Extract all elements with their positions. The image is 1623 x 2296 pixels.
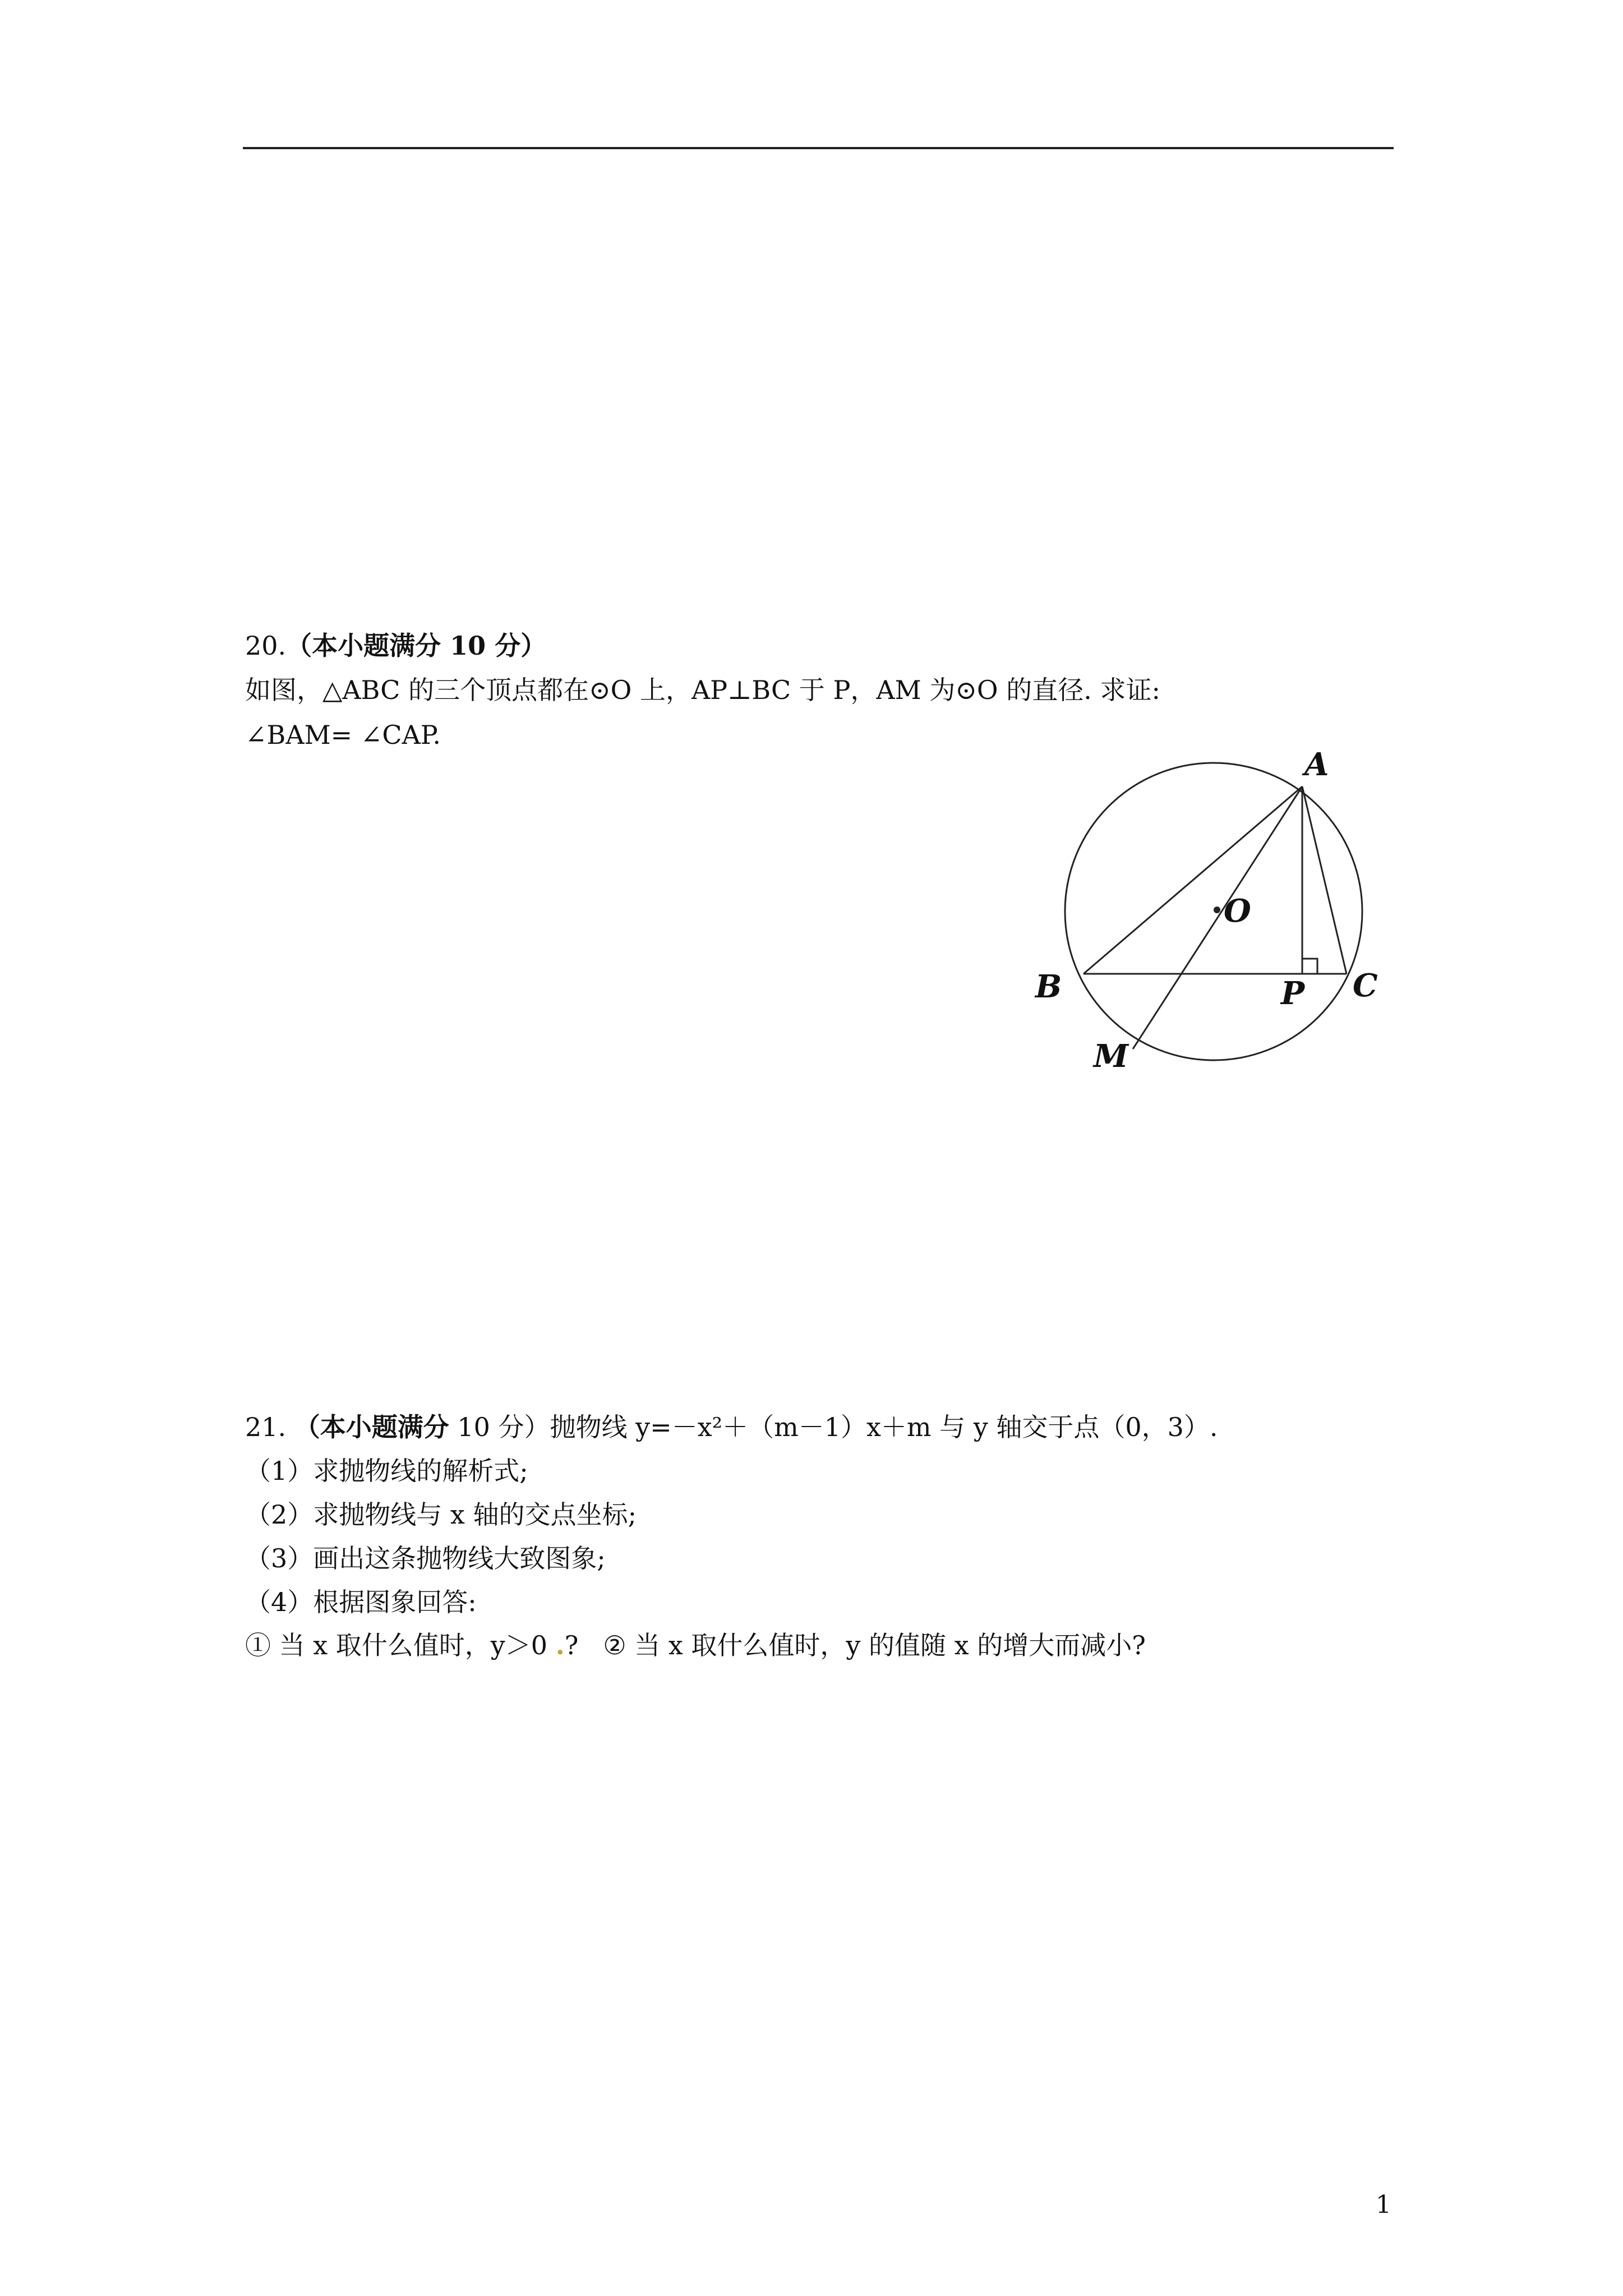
- q21-number: 21.: [245, 1412, 294, 1442]
- label-a: A: [1304, 746, 1329, 783]
- segment-ac: [1302, 786, 1347, 974]
- q21-sub-a-end: ?: [564, 1630, 579, 1660]
- q21-score-tail: 10 分）: [449, 1412, 550, 1442]
- q21-subquestions: [245, 1632, 1146, 1658]
- circle-triangle-figure: [1032, 735, 1402, 1094]
- page-number: 1: [1376, 2191, 1391, 2219]
- label-p: P: [1281, 975, 1305, 1012]
- q21-sub-a-mark: .: [555, 1630, 565, 1660]
- circle-o: [1065, 763, 1362, 1060]
- label-c: C: [1353, 967, 1378, 1004]
- label-m: M: [1094, 1038, 1128, 1075]
- segment-ab: [1083, 786, 1302, 974]
- q21-part-1: （1）求抛物线的解析式;: [245, 1456, 528, 1486]
- header-rule: [243, 147, 1394, 149]
- q21-sub-a: ① 当 x 取什么值时，y＞0: [245, 1630, 556, 1660]
- q21-score: （本小题满分: [294, 1412, 449, 1442]
- center-dot: [1214, 907, 1220, 913]
- q21-sub-b: ② 当 x 取什么值时，y 的值随 x 的增大而减小?: [603, 1630, 1146, 1660]
- q20-stem: 如图，△ABC 的三个顶点都在⊙O 上，AP⊥BC 于 P，AM 为⊙O 的直径. 求证:: [245, 675, 1160, 705]
- q20-claim: ∠BAM= ∠CAP.: [245, 720, 441, 750]
- diameter-am: [1133, 786, 1302, 1049]
- label-o: O: [1224, 892, 1251, 930]
- q21-stem: 抛物线 y=－x²＋（m－1）x＋m 与 y 轴交于点（0，3）.: [550, 1412, 1218, 1442]
- q21-part-2: （2）求抛物线与 x 轴的交点坐标;: [245, 1499, 637, 1530]
- q21-part-3: （3）画出这条抛物线大致图象;: [245, 1543, 606, 1573]
- label-b: B: [1035, 968, 1062, 1005]
- q20-score: （本小题满分 10 分）: [286, 631, 547, 661]
- q20-heading: [245, 633, 546, 659]
- right-angle-mark: [1302, 959, 1317, 974]
- q21-heading: [245, 1414, 1218, 1440]
- q20-number: 20.: [245, 631, 287, 661]
- q21-part-4: （4）根据图象回答:: [245, 1587, 477, 1617]
